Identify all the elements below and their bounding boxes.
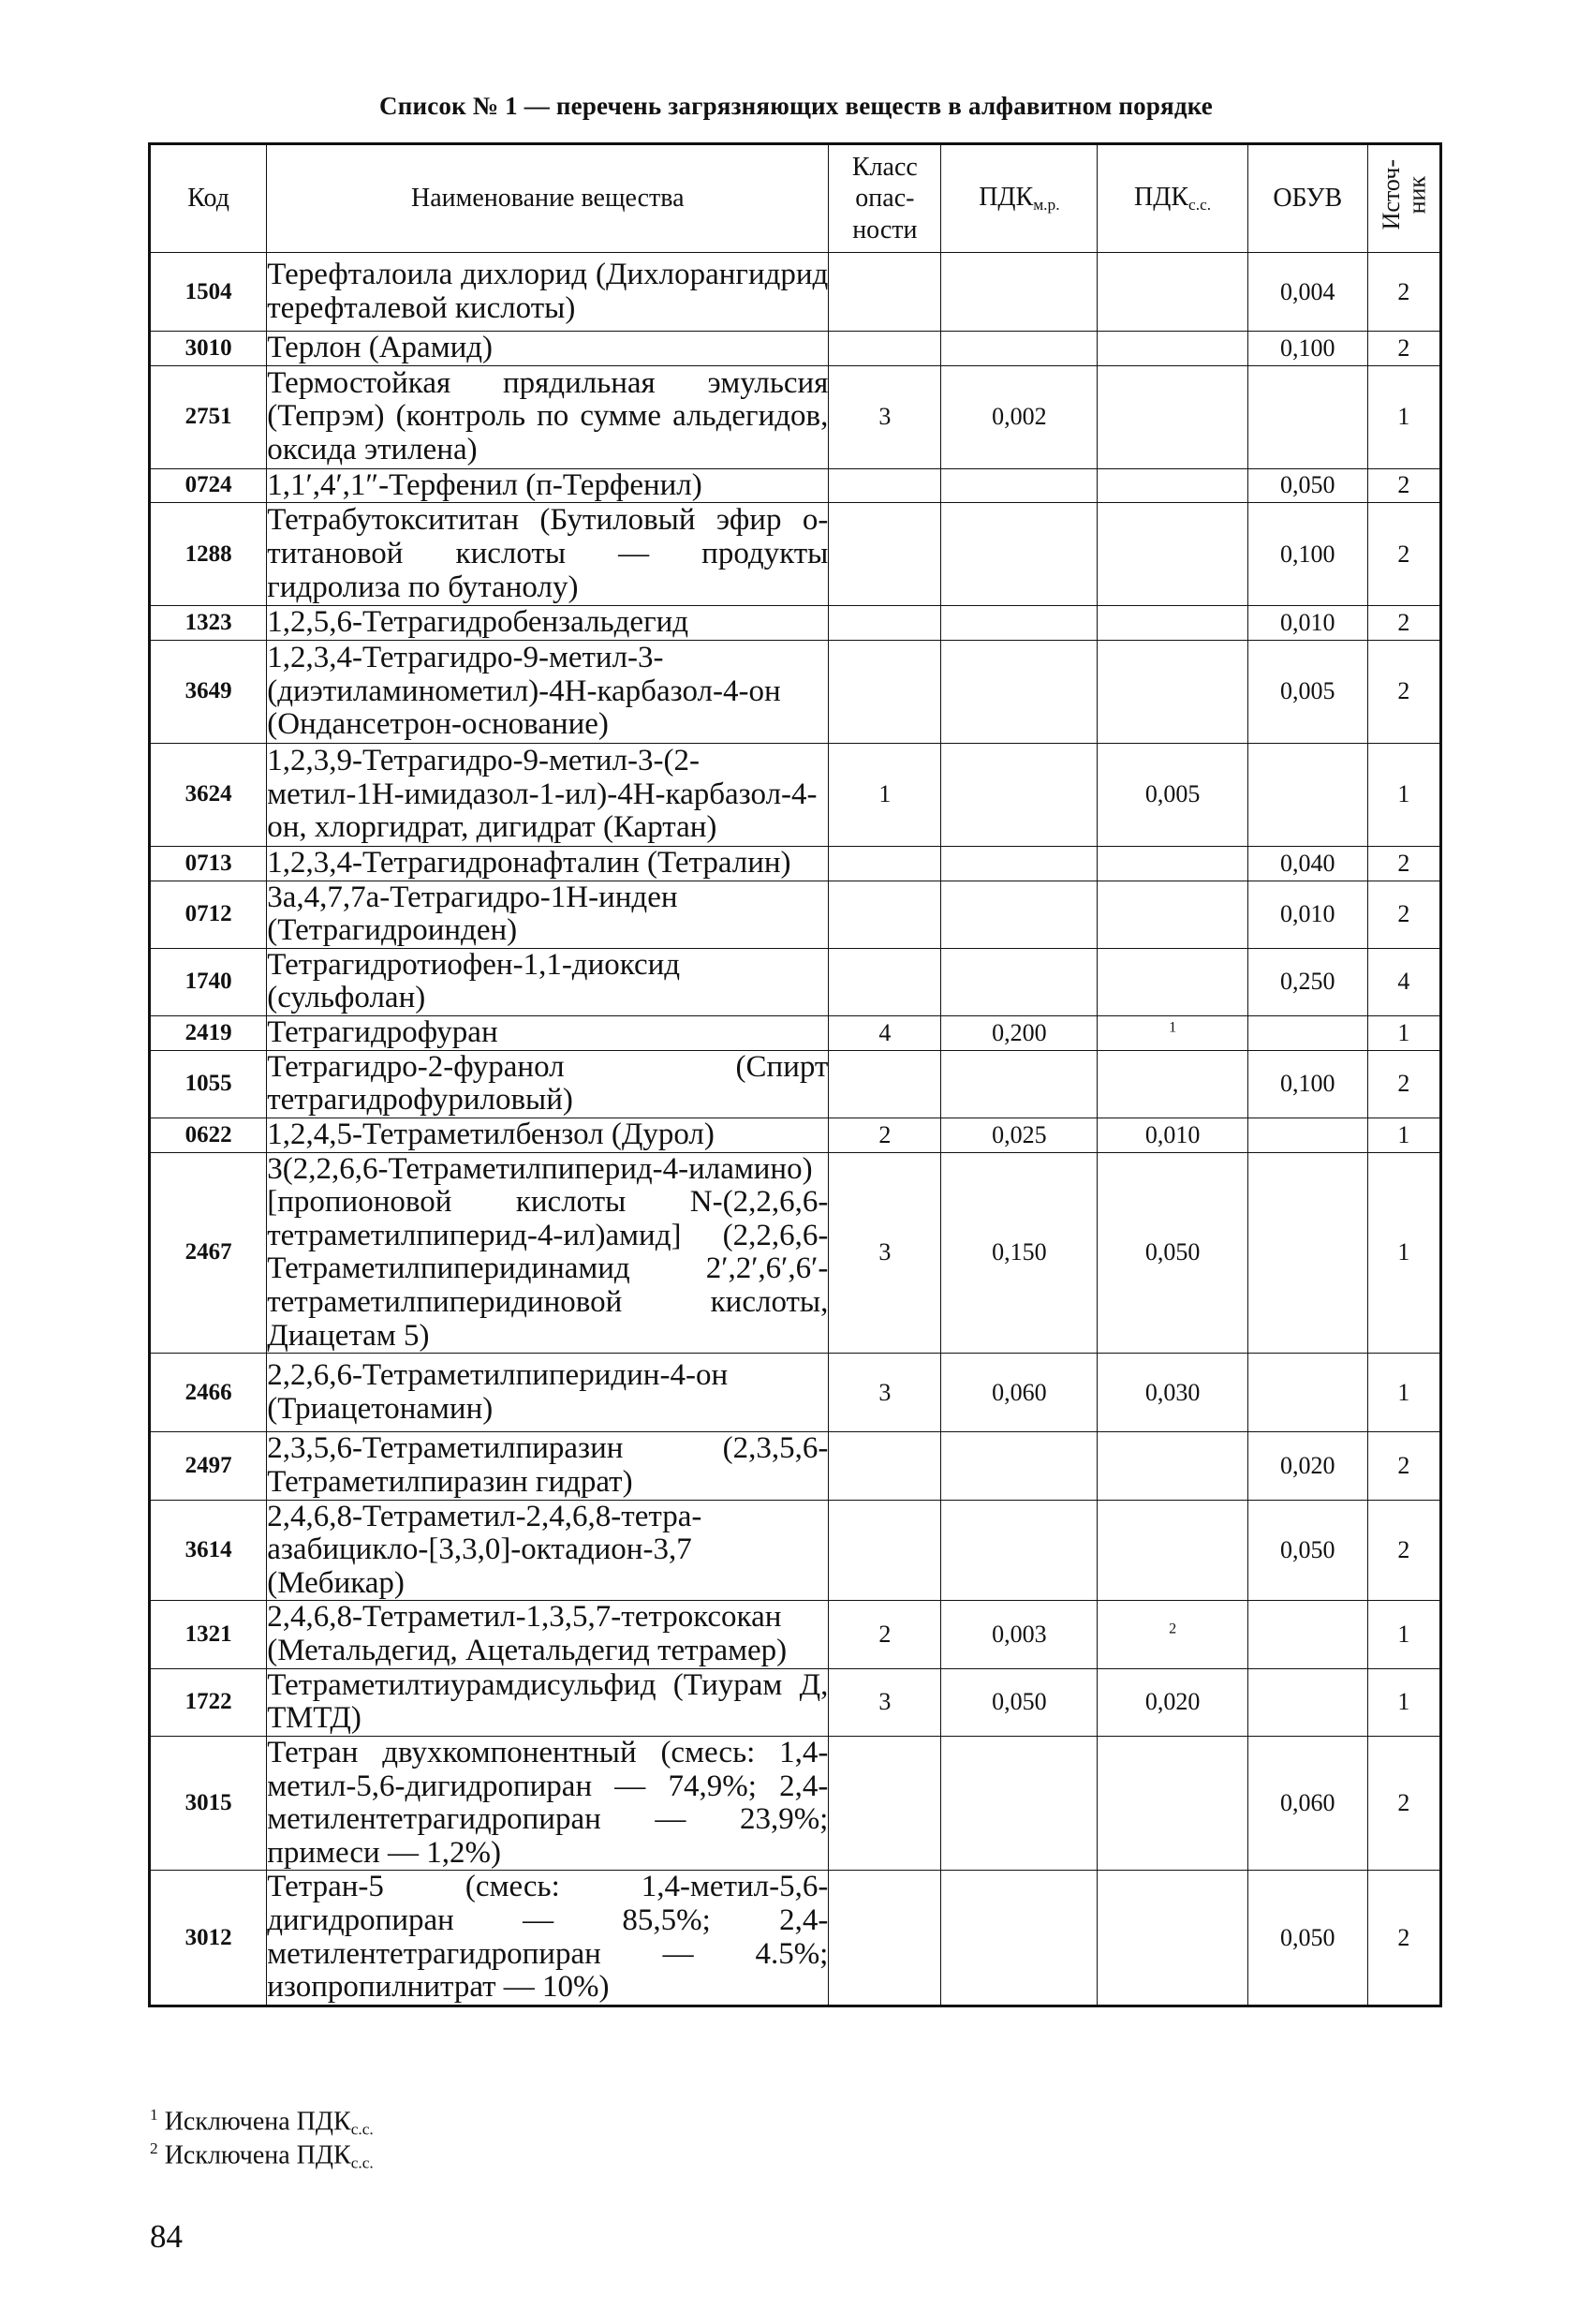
header-source-label: Источ- ник <box>1377 159 1430 230</box>
pdk-ss-value: 0,010 <box>1098 1118 1247 1152</box>
pdk-mr-value <box>941 743 1098 846</box>
substance-name: Тетрагидротиофен-1,1-диоксид (сульфолан) <box>267 948 829 1015</box>
source-value: 1 <box>1367 1118 1440 1152</box>
pdk-ss-value <box>1098 1432 1247 1500</box>
substance-name: Тетрабутоксититан (Бутиловый эфир о-титановой кислоты — продукты гидролиза по бутанолу) <box>267 503 829 606</box>
hazard-class: 3 <box>829 1354 941 1432</box>
substance-name: 1,2,3,4-Тетрагидронафталин (Тетралин) <box>267 846 829 881</box>
substance-code: 0622 <box>150 1118 267 1152</box>
pdk-mr-value: 0,002 <box>941 365 1098 468</box>
source-value: 4 <box>1367 948 1440 1015</box>
pdk-ss-value <box>1098 881 1247 948</box>
hazard-class <box>829 468 941 503</box>
source-value: 2 <box>1367 1871 1440 2006</box>
source-value: 2 <box>1367 881 1440 948</box>
table-row <box>150 503 1441 606</box>
pdk-ss-value <box>1098 503 1247 606</box>
hazard-class <box>829 948 941 1015</box>
table-header-row <box>150 144 1441 253</box>
pdk-mr-value <box>941 846 1098 881</box>
substance-code: 2751 <box>150 365 267 468</box>
source-value: 2 <box>1367 468 1440 503</box>
substance-name: 2,3,5,6-Тетраметилпиразин (2,3,5,6-Тетраметилпиразин гидрат) <box>267 1431 829 1499</box>
pdk-mr-value: 0,050 <box>941 1668 1098 1736</box>
substance-name: Тетран двухкомпонентный (смесь: 1,4-метил-5,6-дигидропиран — 74,9%; 2,4-метилентетрагидропиран — 23,9%; примеси — 1,2%) <box>267 1735 829 1870</box>
substance-name: 1,2,5,6-Тетрагидробензальдегид <box>267 606 829 641</box>
header-pdk-ss-label: ПДК <box>1134 183 1189 213</box>
substance-code: 3624 <box>150 743 267 846</box>
substance-code: 1722 <box>150 1668 267 1736</box>
substance-name: 1,1′,4′,1″-Терфенил (п-Терфенил) <box>267 468 829 503</box>
substance-name: 2,4,6,8-Тетраметил-1,3,5,7-тетроксокан (Метальдегид, Ацетальдегид тетрамер) <box>267 1601 829 1668</box>
source-value: 2 <box>1367 1500 1440 1601</box>
table-row <box>150 1016 1441 1051</box>
header-pdk-ss <box>1098 144 1247 253</box>
substance-name: 1,2,3,9-Тетрагидро-9-метил-3-(2-метил-1Н-имидазол-1-ил)-4Н-карбазол-4-он, хлоргидрат, дигидрат (Картан) <box>267 743 829 846</box>
source-value: 2 <box>1367 606 1440 641</box>
source-value: 2 <box>1367 1432 1440 1500</box>
substance-code: 1055 <box>150 1050 267 1118</box>
pdk-ss-value: 0,030 <box>1098 1354 1247 1432</box>
substance-code: 0724 <box>150 468 267 503</box>
pdk-mr-value: 0,200 <box>941 1016 1098 1051</box>
hazard-class: 2 <box>829 1601 941 1668</box>
pdk-ss-value <box>1098 253 1247 332</box>
obuv-value <box>1247 1152 1367 1354</box>
substance-code: 2497 <box>150 1432 267 1500</box>
obuv-value: 0,100 <box>1247 1050 1367 1118</box>
pdk-ss-value <box>1098 640 1247 743</box>
table-row <box>150 1050 1441 1118</box>
substance-name: Терефталоила дихлорид (Дихлорангидрид терефталевой кислоты) <box>267 253 829 332</box>
substance-name: Терлон (Арамид) <box>267 332 829 366</box>
pdk-mr-value <box>941 881 1098 948</box>
hazard-class <box>829 253 941 332</box>
obuv-value: 0,050 <box>1247 1500 1367 1601</box>
pdk-mr-value: 0,003 <box>941 1601 1098 1668</box>
hazard-class <box>829 332 941 366</box>
hazard-class <box>829 881 941 948</box>
source-value: 1 <box>1367 1016 1440 1051</box>
pdk-mr-value <box>941 640 1098 743</box>
table-row <box>150 1152 1441 1354</box>
table-row <box>150 1736 1441 1871</box>
pdk-mr-value <box>941 468 1098 503</box>
substance-code: 1740 <box>150 948 267 1015</box>
obuv-value <box>1247 1668 1367 1736</box>
pdk-mr-value <box>941 948 1098 1015</box>
page-title: Список № 1 — перечень загрязняющих веществ в алфавитном порядке <box>379 92 1213 120</box>
header-hazard: Класс опас- ности <box>829 144 941 253</box>
hazard-class: 3 <box>829 365 941 468</box>
substance-name: Тетраметилтиурамдисульфид (Тиурам Д, ТМТД) <box>267 1667 829 1736</box>
footnote-2-sub: с.с. <box>350 2154 374 2172</box>
substance-code: 0712 <box>150 881 267 948</box>
pdk-ss-value <box>1098 948 1247 1015</box>
footnote-2-mark: 2 <box>150 2139 158 2158</box>
pdk-ss-value <box>1098 606 1247 641</box>
substance-code: 3614 <box>150 1500 267 1601</box>
table-row <box>150 743 1441 846</box>
header-pdk-mr-label: ПДК <box>979 183 1034 213</box>
pdk-ss-value <box>1098 468 1247 503</box>
hazard-class <box>829 1432 941 1500</box>
footnote-ref: 2 <box>1169 1621 1177 1637</box>
table-row <box>150 1432 1441 1500</box>
obuv-value: 0,010 <box>1247 606 1367 641</box>
pdk-ss-value <box>1098 365 1247 468</box>
pdk-ss-value <box>1098 1016 1247 1051</box>
obuv-value: 0,004 <box>1247 253 1367 332</box>
hazard-class <box>829 846 941 881</box>
table-row <box>150 1668 1441 1736</box>
obuv-value: 0,005 <box>1247 640 1367 743</box>
table-row <box>150 365 1441 468</box>
pdk-ss-value <box>1098 332 1247 366</box>
substance-code: 1504 <box>150 253 267 332</box>
obuv-value: 0,100 <box>1247 503 1367 606</box>
source-value: 1 <box>1367 365 1440 468</box>
hazard-class <box>829 1736 941 1871</box>
pdk-ss-value <box>1098 1050 1247 1118</box>
pdk-mr-value <box>941 503 1098 606</box>
table-row <box>150 1871 1441 2006</box>
hazard-class <box>829 1871 941 2006</box>
footnote-1-sub: с.с. <box>350 2120 374 2139</box>
table-row <box>150 1601 1441 1668</box>
footnote-1-mark: 1 <box>150 2106 158 2124</box>
footnote-2-text: Исключена ПДК <box>164 2140 351 2170</box>
substance-code: 2419 <box>150 1016 267 1051</box>
obuv-value <box>1247 1118 1367 1152</box>
obuv-value: 0,100 <box>1247 332 1367 366</box>
substance-code: 3015 <box>150 1736 267 1871</box>
pdk-mr-value: 0,060 <box>941 1354 1098 1432</box>
source-value: 1 <box>1367 743 1440 846</box>
source-value: 2 <box>1367 1050 1440 1118</box>
substance-name: Тетран-5 (смесь: 1,4-метил-5,6-дигидропиран — 85,5%; 2,4-метилентетрагидропиран — 4.5%; изопропилнитрат — 10%) <box>267 1871 829 2006</box>
pdk-mr-value <box>941 1432 1098 1500</box>
substance-code: 1321 <box>150 1601 267 1668</box>
hazard-class: 2 <box>829 1118 941 1152</box>
pdk-mr-value <box>941 332 1098 366</box>
hazard-class <box>829 503 941 606</box>
substance-code: 2467 <box>150 1152 267 1354</box>
pdk-ss-value: 0,020 <box>1098 1668 1247 1736</box>
pdk-ss-value: 0,050 <box>1098 1152 1247 1354</box>
substance-code: 2466 <box>150 1354 267 1432</box>
table-row <box>150 253 1441 332</box>
source-value: 2 <box>1367 332 1440 366</box>
substances-table <box>148 142 1442 2007</box>
table-row <box>150 1118 1441 1152</box>
table-row <box>150 606 1441 641</box>
substance-name: 3а,4,7,7а-Тетрагидро-1Н-инден (Тетрагидроинден) <box>267 881 829 948</box>
table-row <box>150 640 1441 743</box>
pdk-mr-value <box>941 606 1098 641</box>
substance-name: Тетрагидро-2-фуранол (Спирт тетрагидрофуриловый) <box>267 1049 829 1118</box>
hazard-class: 3 <box>829 1152 941 1354</box>
header-pdk-mr <box>941 144 1098 253</box>
footnotes <box>150 2106 374 2173</box>
hazard-class: 1 <box>829 743 941 846</box>
page-number: 84 <box>150 2218 183 2255</box>
source-value: 2 <box>1367 1736 1440 1871</box>
pdk-mr-value <box>941 1871 1098 2006</box>
substance-name: Тетрагидрофуран <box>267 1016 829 1051</box>
hazard-class: 3 <box>829 1668 941 1736</box>
hazard-class <box>829 1050 941 1118</box>
substance-code: 1323 <box>150 606 267 641</box>
obuv-value: 0,050 <box>1247 468 1367 503</box>
substance-code: 3010 <box>150 332 267 366</box>
source-value: 2 <box>1367 640 1440 743</box>
source-value: 2 <box>1367 846 1440 881</box>
pdk-mr-value <box>941 1736 1098 1871</box>
obuv-value: 0,040 <box>1247 846 1367 881</box>
header-pdk-ss-sub: с.с. <box>1188 196 1212 215</box>
substance-name: 1,2,4,5-Тетраметилбензол (Дурол) <box>267 1118 829 1152</box>
source-value: 1 <box>1367 1601 1440 1668</box>
footnote-2 <box>150 2139 374 2173</box>
hazard-class: 4 <box>829 1016 941 1051</box>
hazard-class <box>829 606 941 641</box>
pdk-mr-value <box>941 1050 1098 1118</box>
table-row <box>150 468 1441 503</box>
substance-code: 0713 <box>150 846 267 881</box>
source-value: 1 <box>1367 1668 1440 1736</box>
table-row <box>150 948 1441 1015</box>
obuv-value <box>1247 743 1367 846</box>
substance-name: 2,2,6,6-Тетраметилпиперидин-4-он (Триацетонамин) <box>267 1354 829 1432</box>
obuv-value <box>1247 1354 1367 1432</box>
substance-name: 2,4,6,8-Тетраметил-2,4,6,8-тетра-азабицикло-[3,3,0]-октадион-3,7 (Мебикар) <box>267 1500 829 1601</box>
substance-code: 1288 <box>150 503 267 606</box>
header-code: Код <box>150 144 267 253</box>
obuv-value: 0,060 <box>1247 1736 1367 1871</box>
source-value: 2 <box>1367 503 1440 606</box>
pdk-ss-value <box>1098 1500 1247 1601</box>
source-value: 1 <box>1367 1354 1440 1432</box>
substance-code: 3012 <box>150 1871 267 2006</box>
table-row <box>150 881 1441 948</box>
source-value: 2 <box>1367 253 1440 332</box>
pdk-ss-value <box>1098 1601 1247 1668</box>
substance-code: 3649 <box>150 640 267 743</box>
substance-name: 3(2,2,6,6-Тетраметилпиперид-4-иламино) [пропионовой кислоты N-(2,2,6,6-тетраметилпиперид-4-ил)амид] (2,2,6,6-Тетраметилпиперидинамид 2′,2′,6′,6′-тетраметилпиперидиновой кислоты, Диацетам 5) <box>267 1151 829 1353</box>
header-source <box>1367 144 1440 253</box>
header-name: Наименование вещества <box>267 144 829 253</box>
obuv-value: 0,010 <box>1247 881 1367 948</box>
table-row <box>150 1354 1441 1432</box>
footnote-ref: 1 <box>1169 1019 1177 1036</box>
substance-name: Термостойкая прядильная эмульсия (Тепрэм) (контроль по сумме альдегидов, оксида этилена) <box>267 365 829 468</box>
header-pdk-mr-sub: м.р. <box>1033 196 1060 215</box>
footnote-1-text: Исключена ПДК <box>164 2107 351 2137</box>
obuv-value <box>1247 365 1367 468</box>
pdk-ss-value <box>1098 846 1247 881</box>
pdk-ss-value: 0,005 <box>1098 743 1247 846</box>
header-obuv: ОБУВ <box>1247 144 1367 253</box>
obuv-value: 0,050 <box>1247 1871 1367 2006</box>
table-row <box>150 332 1441 366</box>
table-row <box>150 846 1441 881</box>
hazard-class <box>829 1500 941 1601</box>
pdk-mr-value: 0,025 <box>941 1118 1098 1152</box>
obuv-value <box>1247 1601 1367 1668</box>
pdk-mr-value: 0,150 <box>941 1152 1098 1354</box>
pdk-ss-value <box>1098 1736 1247 1871</box>
obuv-value <box>1247 1016 1367 1051</box>
pdk-mr-value <box>941 1500 1098 1601</box>
substance-name: 1,2,3,4-Тетрагидро-9-метил-3-(диэтиламинометил)-4Н-карбазол-4-он (Ондансетрон-основание) <box>267 640 829 743</box>
obuv-value: 0,250 <box>1247 948 1367 1015</box>
source-value: 1 <box>1367 1152 1440 1354</box>
hazard-class <box>829 640 941 743</box>
footnote-1 <box>150 2106 374 2139</box>
pdk-mr-value <box>941 253 1098 332</box>
obuv-value: 0,020 <box>1247 1432 1367 1500</box>
table-row <box>150 1500 1441 1601</box>
pdk-ss-value <box>1098 1871 1247 2006</box>
